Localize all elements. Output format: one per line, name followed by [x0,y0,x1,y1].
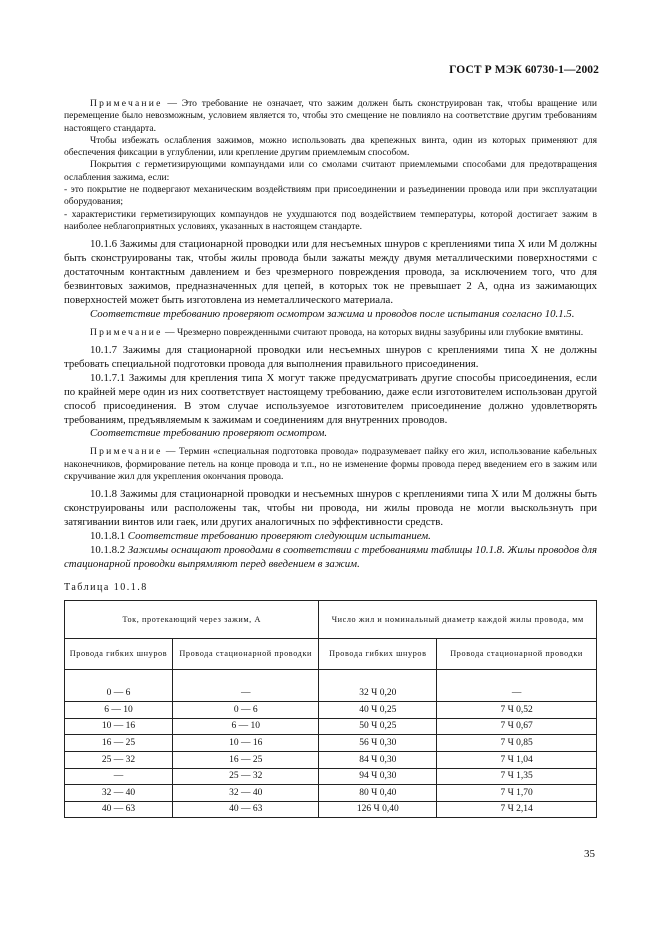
note-paragraph [64,135,597,160]
note-paragraph [64,184,597,209]
table-cell: 16 — 25 [172,752,319,769]
table-cell: 7 Ч 2,14 [437,801,597,818]
text-paragraph [64,308,597,322]
clause-number: 10.1.8.1 [90,529,128,542]
table-cell: 7 Ч 1,35 [437,768,597,785]
table-cell: 0 — 6 [172,702,319,719]
table-body [65,686,597,818]
table-cell: 32 Ч 0,20 [319,686,437,702]
header-row [65,638,597,669]
note-paragraph [64,209,597,234]
table-cell: 7 Ч 0,52 [437,702,597,719]
table-row [65,702,597,719]
table-cell: 25 — 32 [172,768,319,785]
table-cell: 7 Ч 1,70 [437,785,597,802]
spacer-cell [65,669,173,686]
table-cell: 6 — 10 [65,702,173,719]
text-paragraph [64,427,597,441]
note-paragraph [64,446,597,483]
group-header: Число жил и номинальный диаметр каждой жилы провода, мм [319,600,597,638]
table-cell: 40 — 63 [65,801,173,818]
paragraph-text: Зажимы оснащают проводами в соответствии с требованиями таблицы 10.1.8. Жилы проводов для стационарной проводки выпрямляют перед введением в зажим. [64,543,597,570]
table-spacer [65,669,597,686]
note-label: Примечание [90,446,163,458]
table-cell: 32 — 40 [65,785,173,802]
table-cell: 40 Ч 0,25 [319,702,437,719]
table-row [65,801,597,818]
table-row [65,752,597,769]
table-cell: — [437,686,597,702]
table-row [65,735,597,752]
table-cell: 7 Ч 0,85 [437,735,597,752]
note-paragraph [64,159,597,184]
paragraph-text: - это покрытие не подвергают механическим воздействиям при присоединении и разъединении провода или при эксплуатации оборудования; [64,184,597,208]
table-cell: 7 Ч 0,67 [437,718,597,735]
paragraph-text: - характеристики герметизирующих компаундов не ухудшаются под воздействием температуры, которой достигает зажим в наиболее неблагоприятных условиях, указанных в настоящем стандарте. [64,208,597,232]
table-cell: 16 — 25 [65,735,173,752]
paragraph-text: 10.1.7.1 Зажимы для крепления типа X могут также предусматривать другие способы присоединения, если по крайней мере один из них соответствует настоящему требованию, даже если изготовителем использован другой способ присоединения. В этом случае используемое изготовителем присоединение должно удовлетворять требованиям, предъявляемым к зажимам и соединениям для внутренних проводов. [64,371,597,426]
group-header: Ток, протекающий через зажим, А [65,600,319,638]
paragraph-text: Чтобы избежать ослабления зажимов, можно использовать два крепежных винта, один из которых применяют для обеспечения фиксации в углублении, или крепление другим приемлемым способом. [64,134,597,159]
document-body [64,98,597,818]
spacer-cell [172,669,319,686]
table-cell: 10 — 16 [172,735,319,752]
text-paragraph [64,372,597,428]
table-row [65,768,597,785]
table-cell: 94 Ч 0,30 [319,768,437,785]
text-paragraph [64,344,597,372]
page-number: 35 [584,848,595,860]
note-label: Примечание [90,98,163,109]
table-cell: 84 Ч 0,30 [319,752,437,769]
paragraph-text: — Это требование не означает, что зажим должен быть сконструирован так, чтобы вращение или перемещение было невозможным, условием является то, чтобы это смещение не повлияло на соответствие другим требованиям настоящего стандарта. [64,98,597,134]
paragraph-text: 10.1.6 Зажимы для стационарной проводки или для несъемных шнуров с креплениями типа X или M должны быть сконструированы так, чтобы жилы провода были зажаты между двумя металлическими поверхностями с достаточным контактным давлением и без чрезмерного повреждения провода, за исключением того, что для безвинтовых зажимов, предназначенных для цепей, в которых ток не превышает 2 А, одна из зажимающих поверхностей может быть изготовлена из неметаллического материала. [64,238,597,306]
note-paragraph [64,98,597,135]
table-cell: 7 Ч 1,04 [437,752,597,769]
clause-number: 10.1.8.2 [90,543,128,556]
table-cell: 126 Ч 0,40 [319,801,437,818]
table-cell: 80 Ч 0,40 [319,785,437,802]
paragraph-text: Покрытия с герметизирующими компаундами или со смолами считают приемлемыми способами для предотвращения ослабления зажима, если: [64,159,597,183]
table-cell: 32 — 40 [172,785,319,802]
column-header: Провода гибких шнуров [319,638,437,669]
table-row [65,686,597,702]
spacer-row [65,669,597,686]
conductor-table [64,600,597,819]
table-cell: 6 — 10 [172,718,319,735]
text-paragraph [64,488,597,530]
table-caption: Таблица 10.1.8 [64,581,148,593]
paragraph-text: 10.1.7 Зажимы для стационарной проводки или несъемных шнуров с креплениями типа X не должны требовать специальной подготовки провода для выполнения правильного присоединения. [64,344,597,370]
paragraph-text: Соответствие требованию проверяют следующим испытанием. [127,529,431,542]
paragraph-text: — Термин «специальная подготовка провода» подразумевает пайку его жил, использование кабельных наконечников, формирование петель на конце провода и т.п., но не изменение формы провода перед введением его в зажим или скручивание жил для укрепления окончания провода. [64,446,597,482]
table-cell: — [172,686,319,702]
column-header: Провода стационарной проводки [172,638,319,669]
paragraph-text: Соответствие требованию проверяют осмотром. [90,427,328,440]
table-cell: 0 — 6 [65,686,173,702]
header-row [65,600,597,638]
note-label: Примечание [90,326,163,338]
table-cell: 25 — 32 [65,752,173,769]
column-header: Провода гибких шнуров [65,638,173,669]
table-header [65,600,597,669]
text-paragraph [64,544,597,572]
table-cell: 56 Ч 0,30 [319,735,437,752]
text-paragraph [64,238,597,308]
spacer-cell [437,669,597,686]
note-paragraph [64,327,597,339]
table-row [65,718,597,735]
table-cell: 50 Ч 0,25 [319,718,437,735]
text-paragraph [64,530,597,544]
column-header: Провода стационарной проводки [437,638,597,669]
spacer-cell [319,669,437,686]
document-header: ГОСТ Р МЭК 60730-1—2002 [449,64,599,76]
table-row [65,785,597,802]
table-cell: 40 — 63 [172,801,319,818]
paragraph-text: — Чрезмерно поврежденными считают провода, на которых видны зазубрины или глубокие вмятины. [162,326,584,338]
table-cell: 10 — 16 [65,718,173,735]
table-cell: — [65,768,173,785]
paragraph-text: Соответствие требованию проверяют осмотром зажима и проводов после испытания согласно 10.1.5. [90,307,575,320]
paragraph-text: 10.1.8 Зажимы для стационарной проводки и несъемных шнуров с креплениями типа X или M должны быть сконструированы или расположены так, чтобы ни провода, ни жилы провода не могли выскользнуть при затягивании винтов или гаек, или других аналогичных по эффективности средств. [64,488,597,529]
